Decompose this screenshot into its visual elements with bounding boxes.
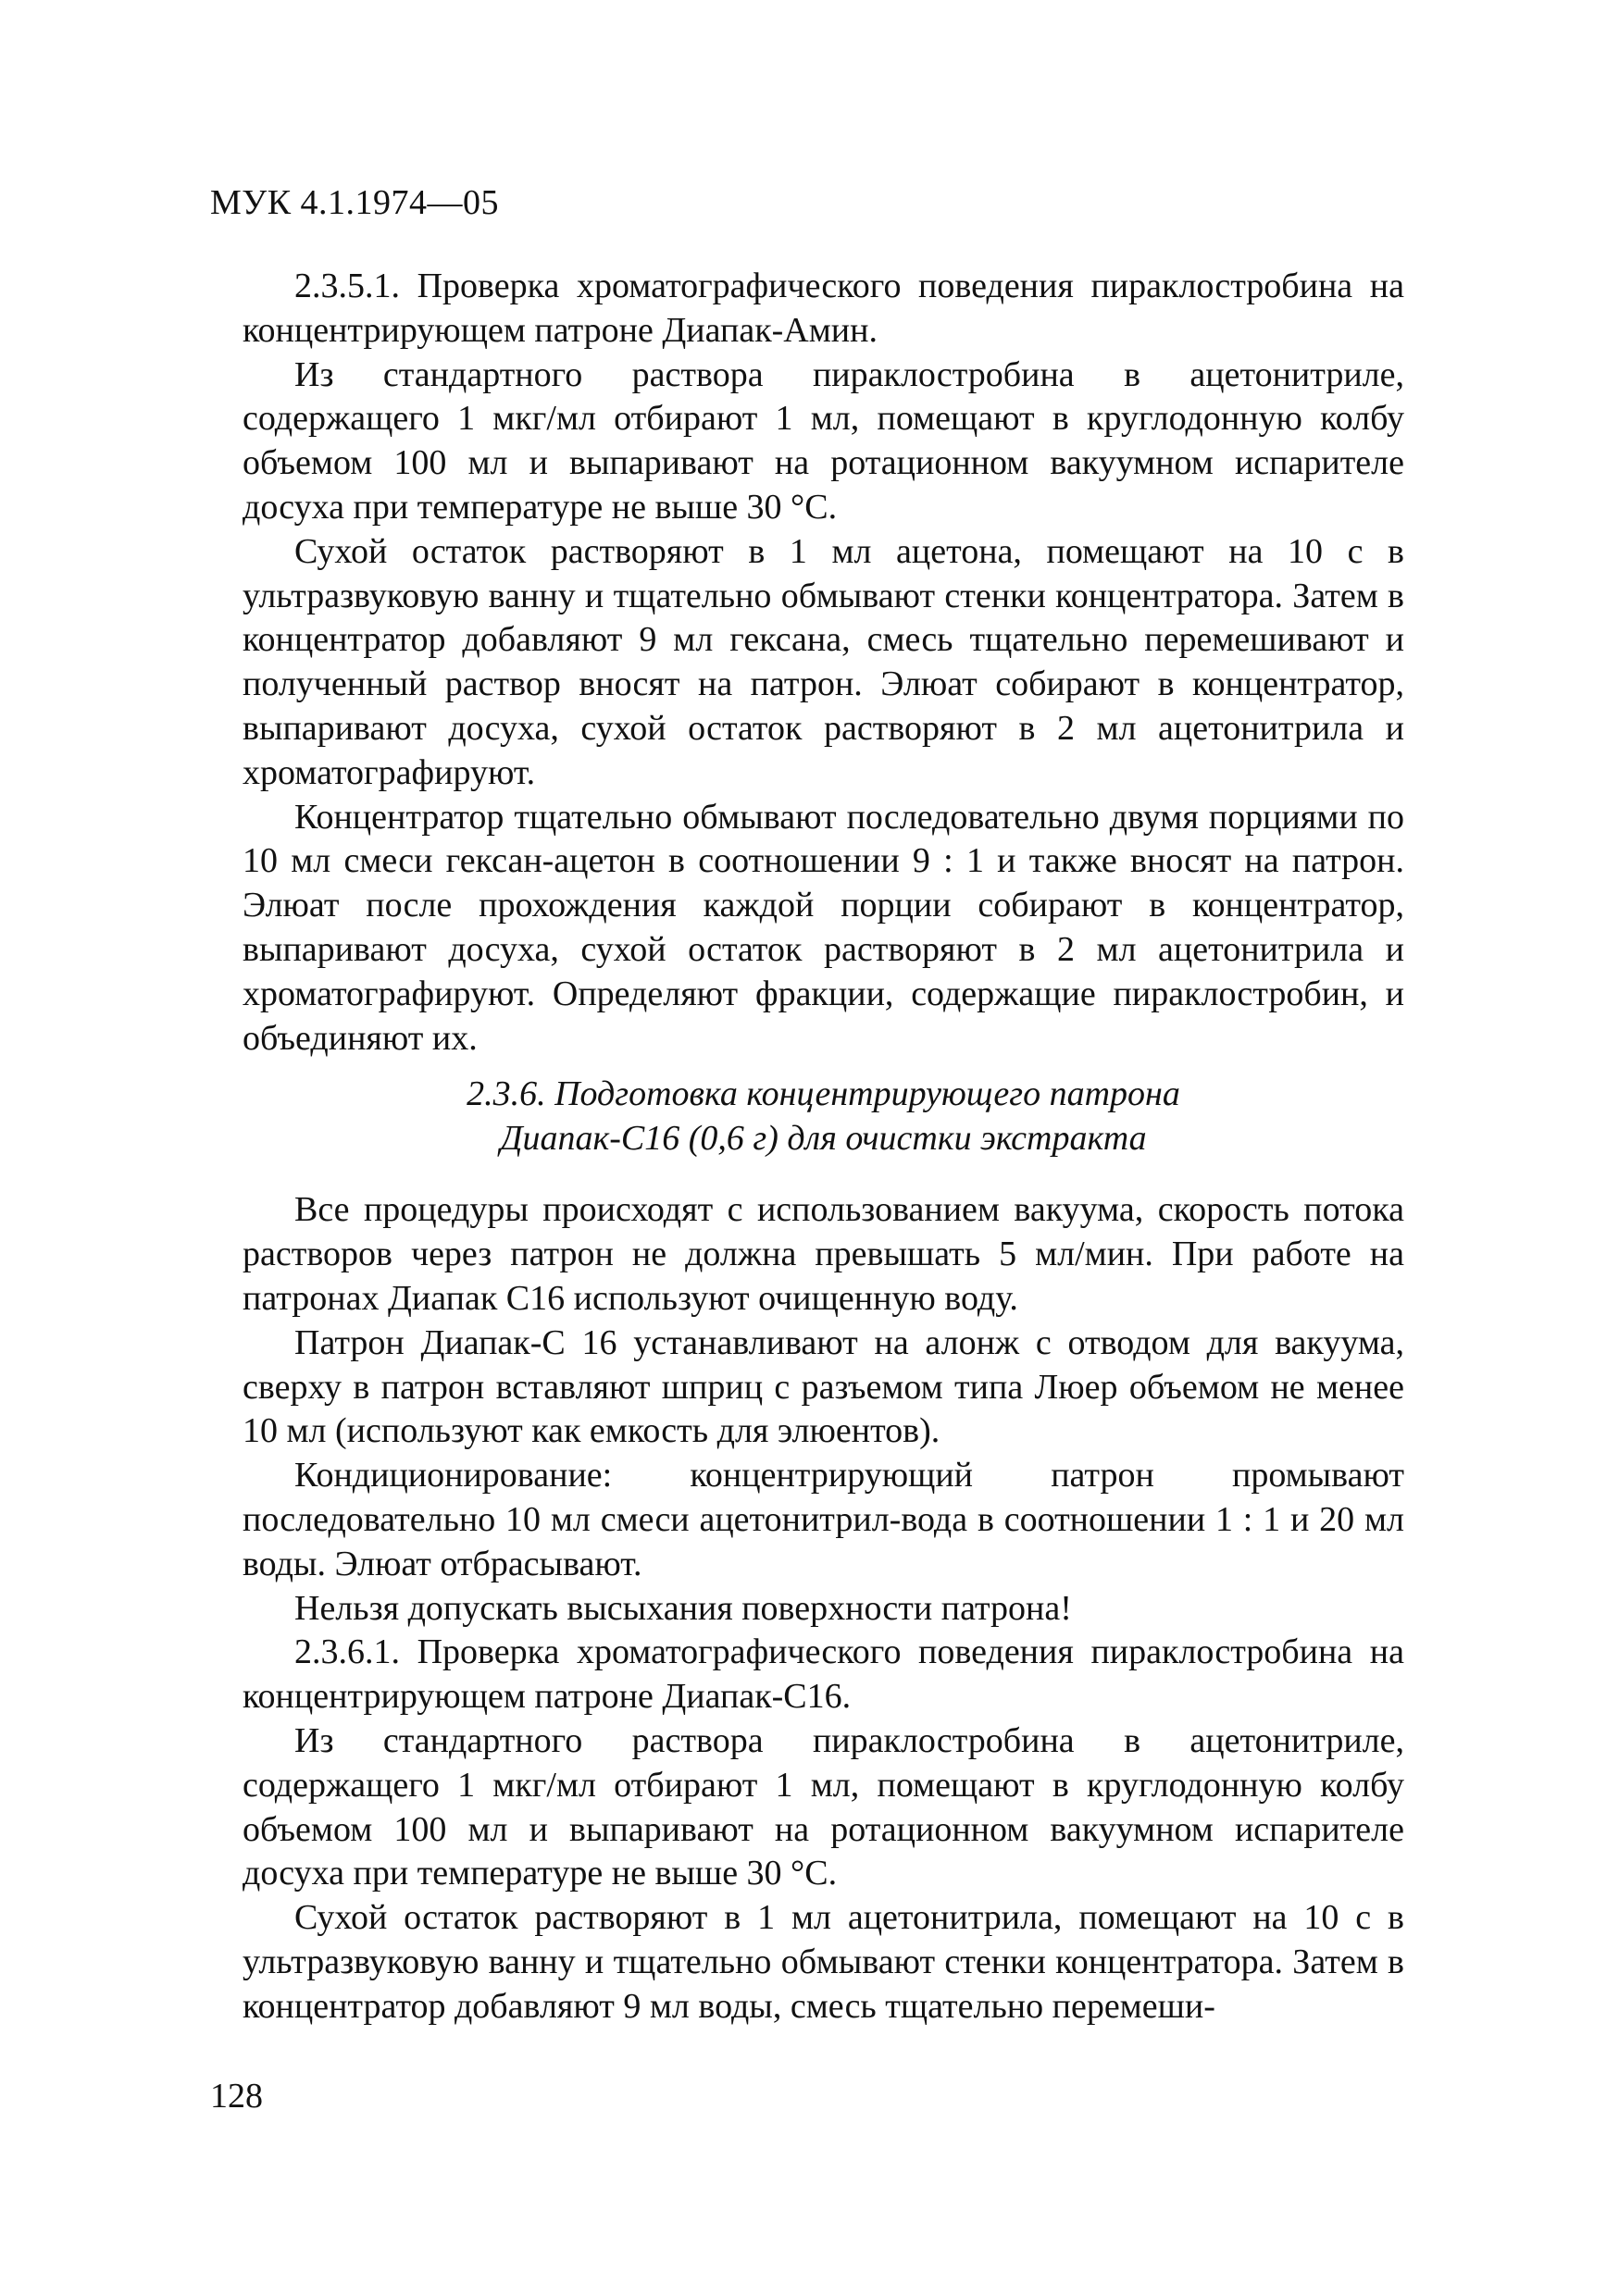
section-heading-line: 2.3.6. Подготовка концентрирующего патрона: [467, 1074, 1180, 1114]
body-text: [243, 265, 1404, 2029]
page-number: 128: [210, 2077, 263, 2116]
running-header: МУК 4.1.1974—05: [210, 183, 500, 222]
paragraph: Сухой остаток растворяют в 1 мл ацетона, помещают на 10 с в ультразвуковую ванну и тщательно обмывают стенки концентратора. Затем в концентратор добавляют 9 мл гексана, смесь тщательно перемешивают и полученный раствор вносят на патрон. Элюат собирают в концентратор, выпаривают досуха, сухой остаток растворяют в 2 мл ацетонитрила и хроматографируют.: [243, 531, 1404, 792]
paragraph: Все процедуры происходят с использованием вакуума, скорость потока растворов через патрон не должна превышать 5 мл/мин. При работе на патронах Диапак С16 используют очищенную воду.: [243, 1190, 1404, 1318]
section-heading-2-3-6: [243, 1072, 1404, 1160]
paragraph-2-3-5-1: 2.3.5.1. Проверка хроматографического поведения пираклостробина на концентрирующем патроне Диапак-Амин.: [243, 267, 1404, 350]
section-heading-line: Диапак-С16 (0,6 г) для очистки экстракта: [500, 1119, 1147, 1159]
paragraph: Концентратор тщательно обмывают последовательно двумя порциями по 10 мл смеси гексан-ацетон в соотношении 9 : 1 и также вносят на патрон. Элюат после прохождения каждой порции собирают в концентратор, выпаривают досуха, сухой остаток растворяют в 2 мл ацетонитрила и хроматографируют. Определяют фракции, содержащие пираклостробин, и объединяют их.: [243, 797, 1404, 1058]
paragraph-2-3-6-1: 2.3.6.1. Проверка хроматографического поведения пираклостробина на концентрирующем патроне Диапак-С16.: [243, 1632, 1404, 1717]
paragraph: Кондиционирование: концентрирующий патрон промывают последовательно 10 мл смеси ацетонитрил-вода в соотношении 1 : 1 и 20 мл воды. Элюат отбрасывают.: [243, 1456, 1404, 1583]
paragraph: Сухой остаток растворяют в 1 мл ацетонитрила, помещают на 10 с в ультразвуковую ванну и тщательно обмывают стенки концентратора. Затем в концентратор добавляют 9 мл воды, смесь тщательно перемеши-: [243, 1898, 1404, 2026]
paragraph-warning: Нельзя допускать высыхания поверхности патрона!: [294, 1588, 1072, 1628]
paragraph: Патрон Диапак-С 16 устанавливают на алонж с отводом для вакуума, сверху в патрон вставляют шприц с разъемом типа Люер объемом не менее 10 мл (используют как емкость для элюентов).: [243, 1322, 1404, 1451]
paragraph: Из стандартного раствора пираклостробина в ацетонитриле, содержащего 1 мкг/мл отбирают 1 мл, помещают в круглодонную колбу объемом 100 мл и выпаривают на ротационном вакуумном испарителе досуха при температуре не выше 30 °С.: [243, 354, 1404, 527]
paragraph: Из стандартного раствора пираклостробина в ацетонитриле, содержащего 1 мкг/мл отбирают 1 мл, помещают в круглодонную колбу объемом 100 мл и выпаривают на ротационном вакуумном испарителе досуха при температуре не выше 30 °С.: [243, 1720, 1404, 1893]
